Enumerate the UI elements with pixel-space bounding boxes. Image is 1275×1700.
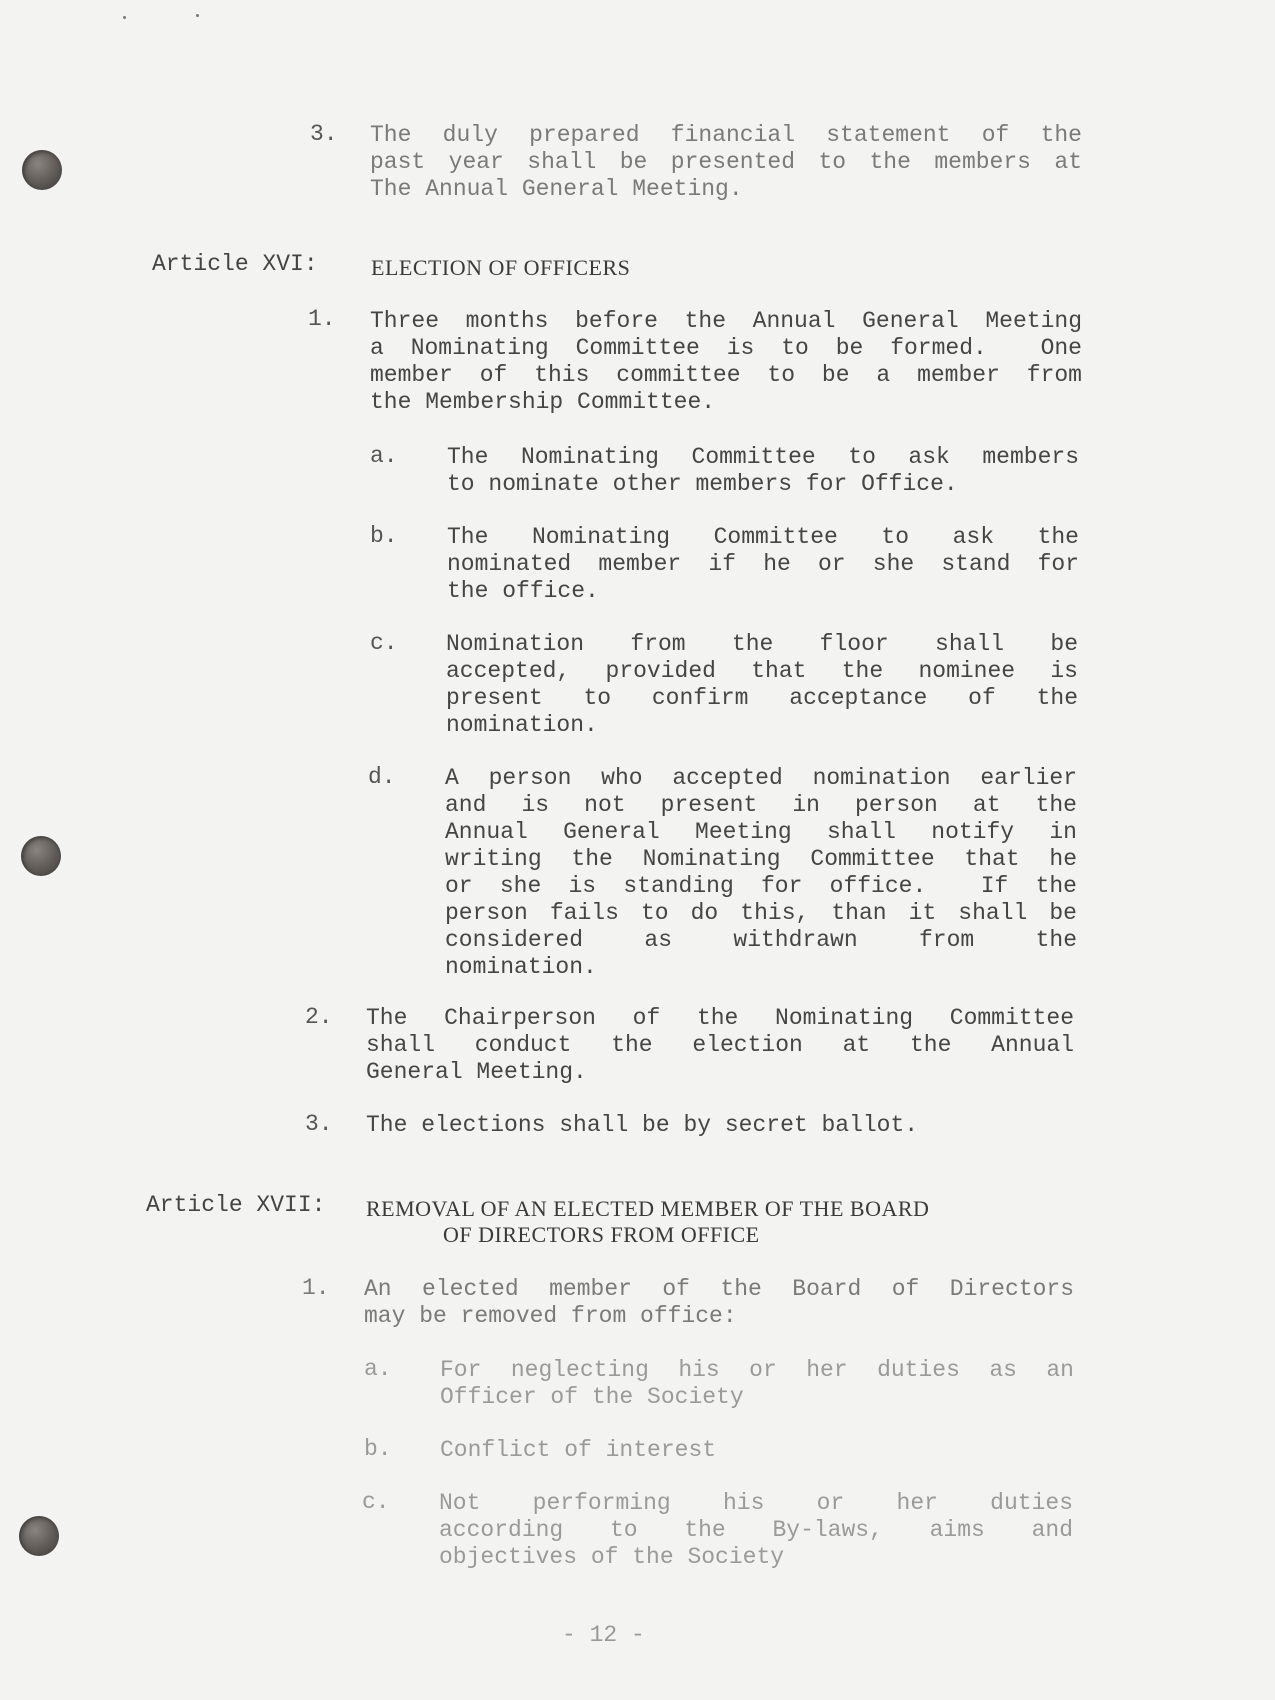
paragraph: The elections shall be by secret ballot.: [366, 1112, 919, 1138]
sub-item-letter: c.: [362, 1489, 390, 1515]
sub-paragraph: For neglecting his or her duties as an Officer of the Society: [440, 1357, 1074, 1410]
sub-item-letter: a.: [364, 1356, 392, 1382]
article-title-continued: OF DIRECTORS FROM OFFICE: [443, 1222, 760, 1247]
speck: [196, 14, 199, 17]
article-label: Article XVI:: [152, 251, 318, 277]
punch-hole: [22, 150, 62, 190]
item-number: 1.: [308, 306, 336, 332]
sub-item-letter: d.: [368, 764, 396, 790]
sub-paragraph: The Nominating Committee to ask the nominated member if he or she stand for the office.: [447, 524, 1079, 604]
sub-item-letter: b.: [370, 523, 398, 549]
sub-paragraph: Nomination from the floor shall be accepted, provided that the nominee is present to confirm acceptance of the nomination.: [446, 631, 1078, 738]
sub-paragraph: Conflict of interest: [440, 1437, 717, 1463]
article-title: ELECTION OF OFFICERS: [371, 255, 631, 280]
sub-item-letter: b.: [364, 1436, 392, 1462]
item-number: 3.: [310, 121, 338, 147]
sub-paragraph: The Nominating Committee to ask members to nominate other members for Office.: [447, 444, 1079, 497]
paragraph: The Chairperson of the Nominating Committee shall conduct the election at the Annual General Meeting.: [366, 1005, 1074, 1085]
paragraph: An elected member of the Board of Directors may be removed from office:: [364, 1276, 1074, 1329]
sub-item-letter: c.: [370, 630, 398, 656]
page-number: - 12 -: [562, 1622, 645, 1648]
item-number: 3.: [305, 1111, 333, 1137]
speck: [123, 16, 126, 19]
article-title: REMOVAL OF AN ELECTED MEMBER OF THE BOARD: [366, 1196, 930, 1221]
paragraph: The duly prepared financial statement of the past year shall be presented to the members at The Annual General Meeting.: [370, 122, 1082, 202]
article-label: Article XVII:: [146, 1192, 326, 1218]
item-number: 1.: [302, 1275, 330, 1301]
sub-paragraph: A person who accepted nomination earlier and is not present in person at the Annual General Meeting shall notify in writing the Nominating Committee that he or she is standing for office. If the person fails to do this, than it shall be considered as withdrawn from the nomination.: [445, 765, 1077, 980]
paragraph: Three months before the Annual General Meeting a Nominating Committee is to be formed. One member of this committee to be a member from the Membership Committee.: [370, 308, 1082, 415]
sub-item-letter: a.: [370, 443, 398, 469]
punch-hole: [21, 836, 61, 876]
item-number: 2.: [305, 1004, 333, 1030]
punch-hole: [19, 1516, 59, 1556]
sub-paragraph: Not performing his or her duties according to the By-laws, aims and objectives of the Society: [439, 1490, 1073, 1570]
